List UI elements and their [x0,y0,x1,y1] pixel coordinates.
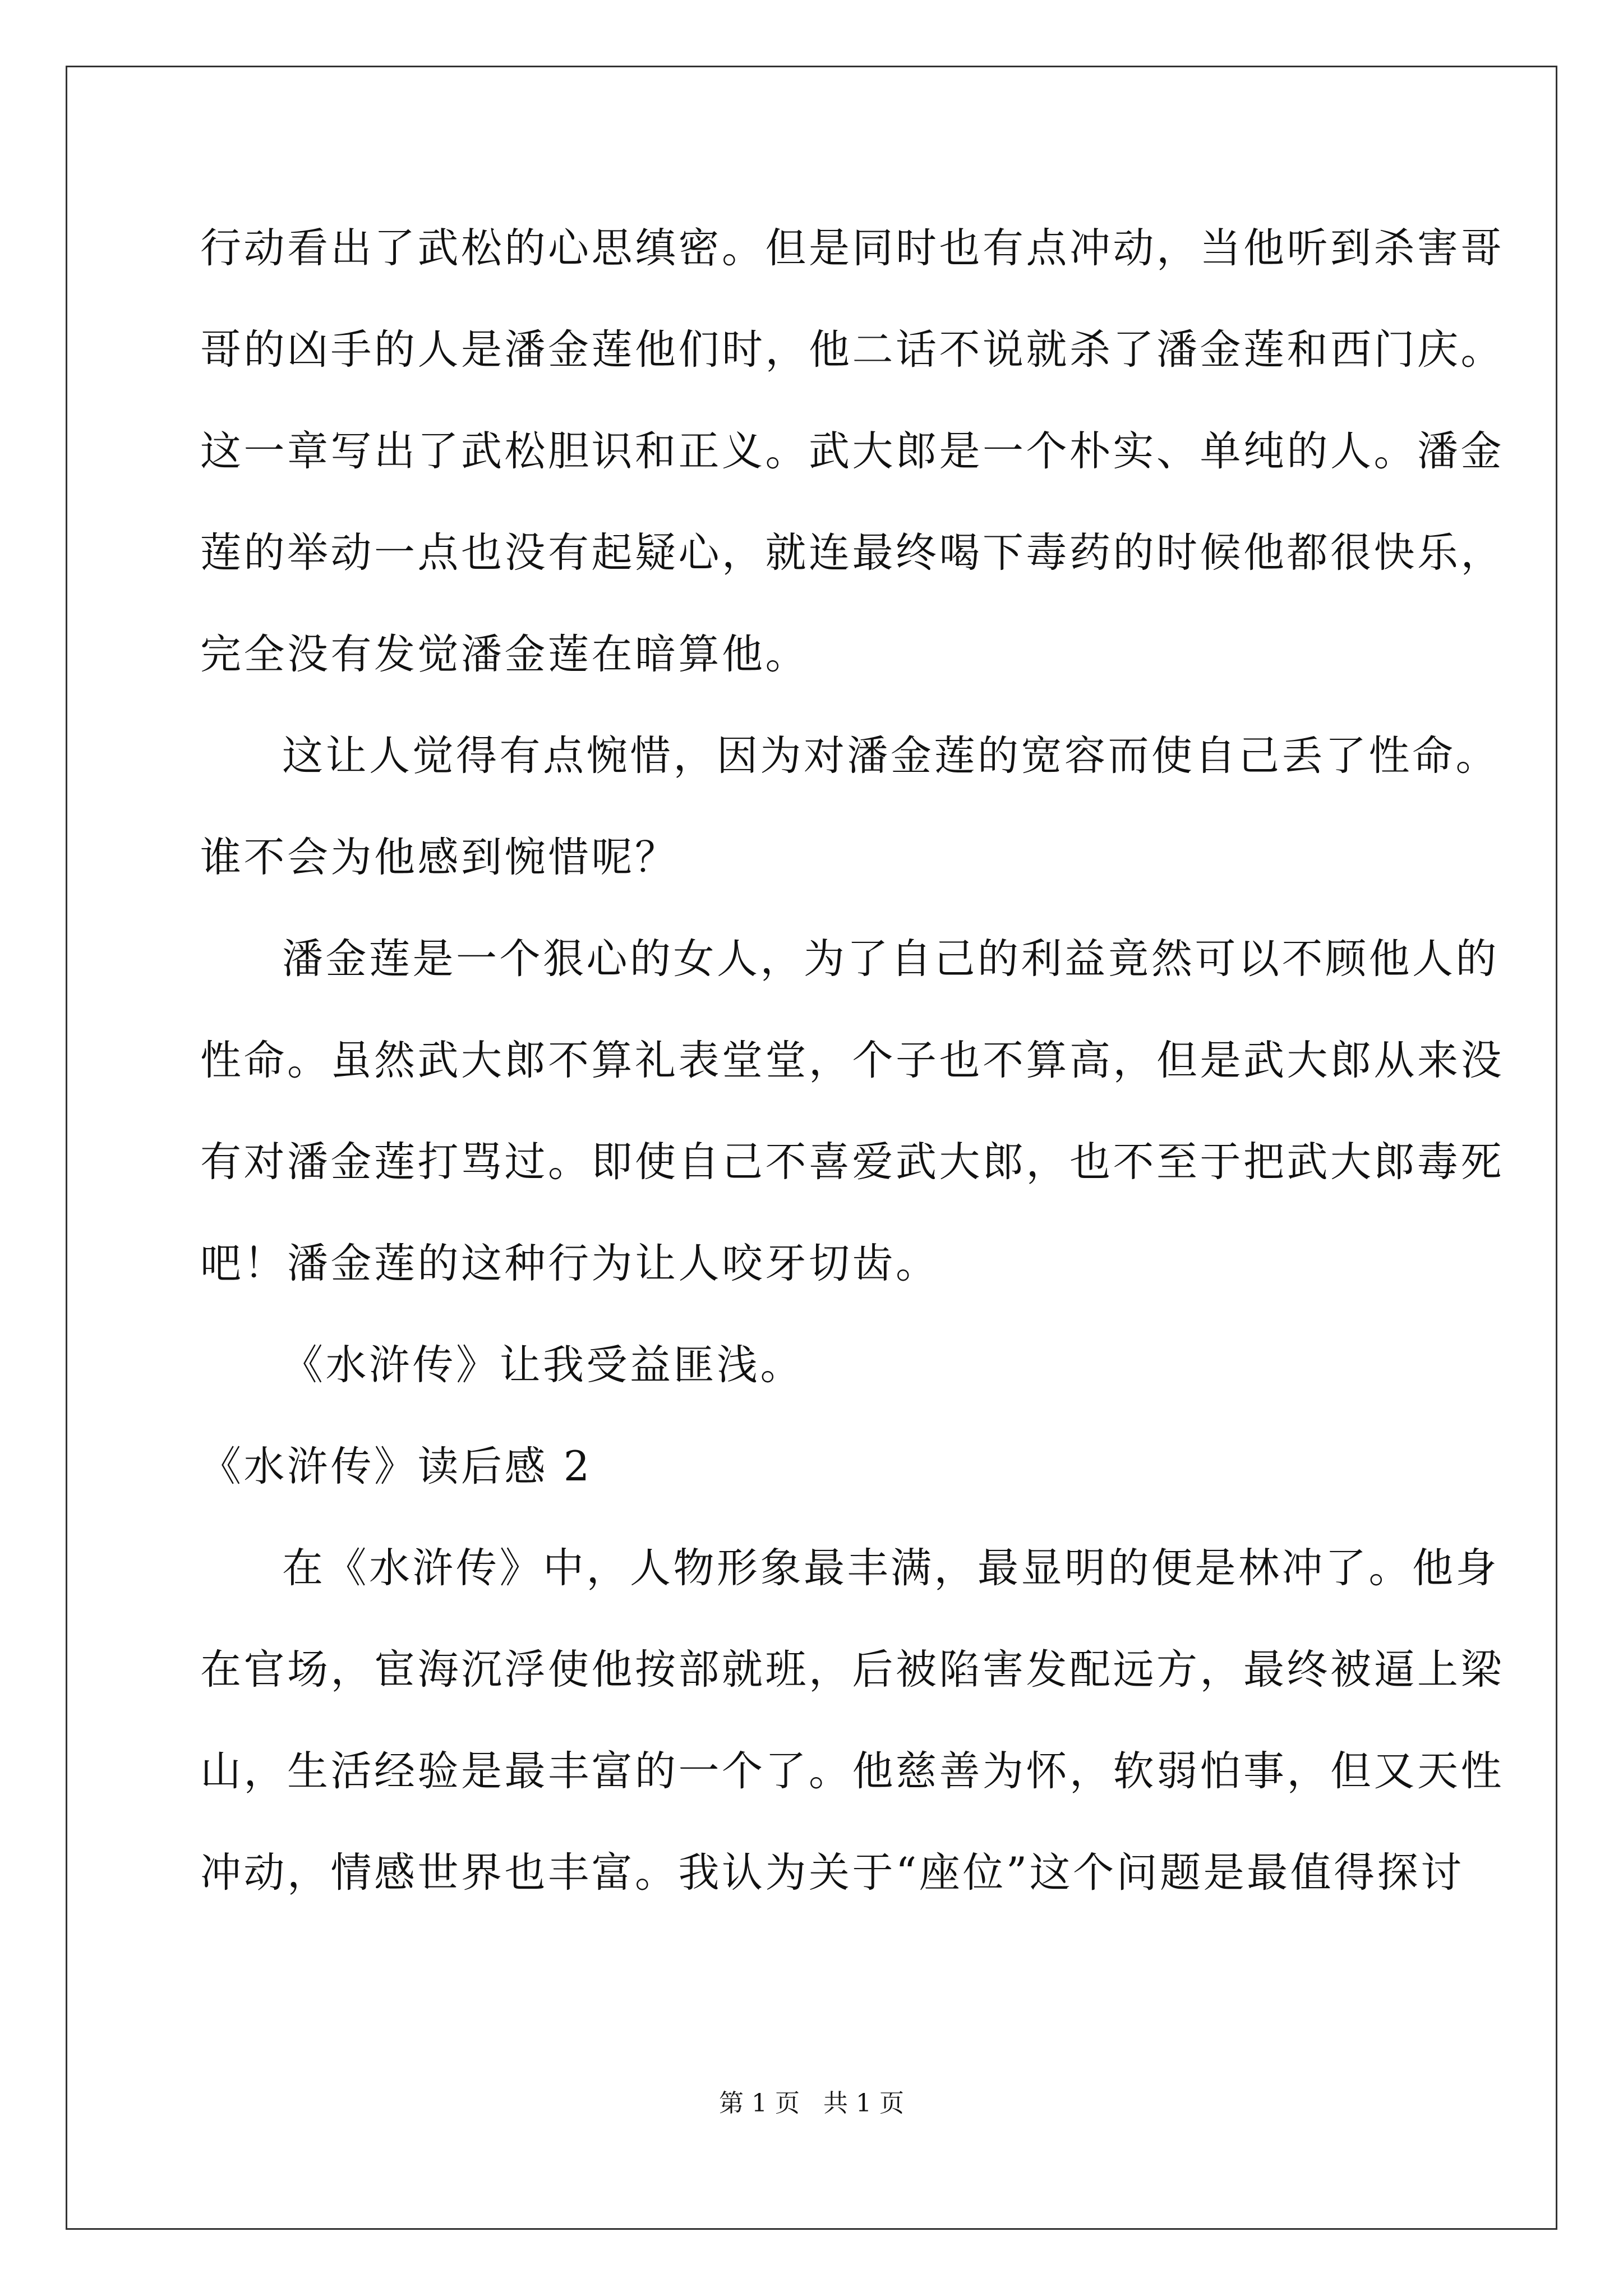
text-line-15: 在官场，宦海沉浮使他按部就班，后被陷害发配远方，最终被逼上梁 [200,1646,1504,1694]
text-line-9: 性命。虽然武大郎不算礼表堂堂，个子也不算高，但是武大郎从来没 [200,1037,1504,1084]
text-line-3: 这一章写出了武松胆识和正义。武大郎是一个朴实、单纯的人。潘金 [200,427,1504,475]
text-line-8: 潘金莲是一个狠心的女人，为了自己的利益竟然可以不顾他人的 [282,935,1499,983]
text-line-16: 山，生活经验是最丰富的一个了。他慈善为怀，软弱怕事，但又天性 [200,1747,1504,1795]
text-line-10: 有对潘金莲打骂过。即使自己不喜爱武大郎，也不至于把武大郎毒死 [200,1138,1504,1186]
text-line-11: 吧！潘金莲的这种行为让人咬牙切齿。 [200,1240,939,1287]
text-line-4: 莲的举动一点也没有起疑心，就连最终喝下毒药的时候他都很快乐， [200,529,1504,577]
text-line-1: 行动看出了武松的心思缜密。但是同时也有点冲动，当他听到杀害哥 [200,224,1504,272]
text-line-12: 《水浒传》让我受益匪浅。 [282,1341,804,1389]
text-line-6: 这让人觉得有点惋惜，因为对潘金莲的宽容而使自己丢了性命。 [282,732,1499,780]
text-line-2: 哥的凶手的人是潘金莲他们时，他二话不说就杀了潘金莲和西门庆。 [200,326,1504,374]
text-line-17: 冲动，情感世界也丰富。我认为关于“座位”这个问题是最值得探讨 [200,1849,1464,1897]
text-line-14: 在《水浒传》中，人物形象最丰满，最显明的便是林冲了。他身 [282,1544,1499,1592]
text-line-5: 完全没有发觉潘金莲在暗算他。 [200,631,809,678]
text-line-7: 谁不会为他感到惋惜呢？ [200,834,679,881]
section-heading: 《水浒传》读后感 2 [200,1443,592,1490]
document-body [200,197,1504,1924]
page-number-footer: 第 1 页 共 1 页 [719,2089,904,2118]
